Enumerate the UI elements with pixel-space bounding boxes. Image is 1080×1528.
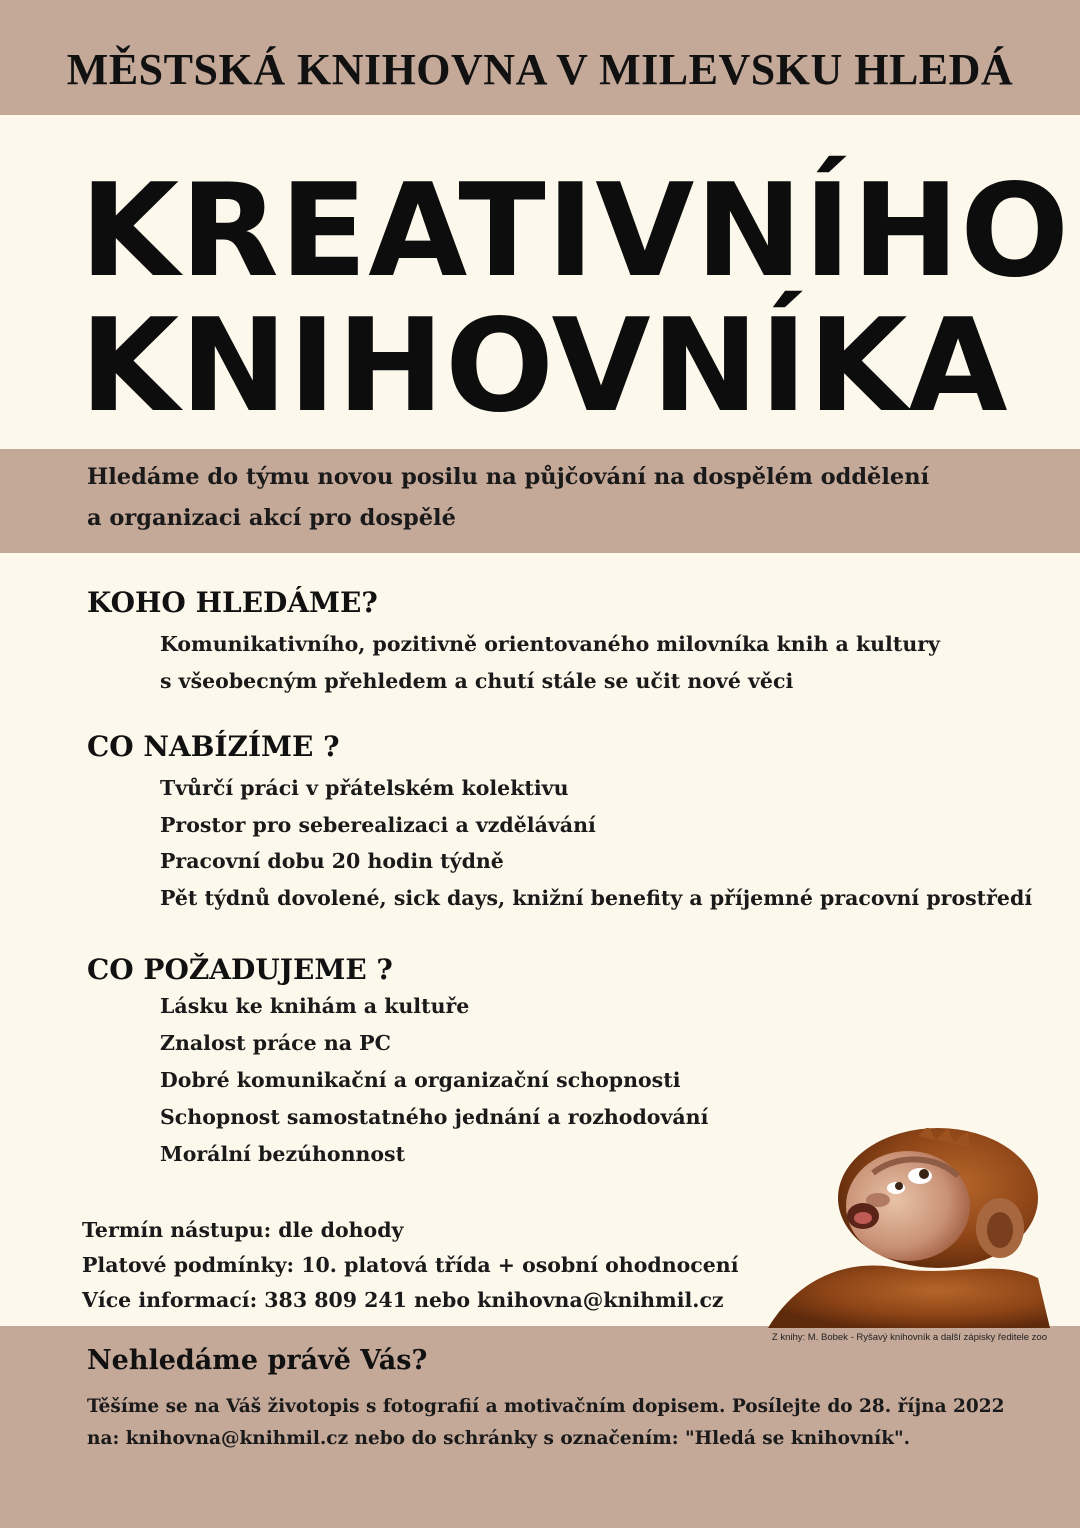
section-heading-nabizime: CO NABÍZÍME ? — [87, 730, 340, 763]
section-heading-koho: KOHO HLEDÁME? — [87, 586, 378, 619]
list-item: Lásku ke knihám a kultuře — [160, 994, 470, 1018]
list-item: Znalost práce na PC — [160, 1031, 391, 1055]
list-item: Prostor pro seberealizaci a vzdělávání — [160, 813, 596, 837]
list-item: Schopnost samostatného jednání a rozhodování — [160, 1105, 709, 1129]
footer-line-1: Těšíme se na Váš životopis s fotografií a motivačním dopisem. Posílejte do 28. října 2022 — [87, 1396, 1005, 1417]
list-item: Pracovní dobu 20 hodin týdně — [160, 849, 504, 873]
header-title: MĚSTSKÁ KNIHOVNA V MILEVSKU HLEDÁ — [66, 45, 1014, 94]
headline-line-2: KNIHOVNÍKA — [80, 292, 1009, 441]
intro-line-1: Hledáme do týmu novou posilu na půjčování na dospělém oddělení — [87, 464, 930, 490]
intro-line-2: a organizaci akcí pro dospělé — [87, 505, 456, 531]
footer-line-2: na: knihovna@knihmil.cz nebo do schránky s označením: "Hledá se knihovník". — [87, 1428, 911, 1449]
list-item: Morální bezúhonnost — [160, 1142, 406, 1166]
list-item: s všeobecným přehledem a chutí stále se učit nové věci — [160, 669, 794, 693]
headline-line-1: KREATIVNÍHO — [80, 157, 1070, 306]
list-item: Tvůrčí práci v přátelském kolektivu — [160, 776, 569, 800]
info-salary: Platové podmínky: 10. platová třída + osobní ohodnocení — [82, 1253, 739, 1277]
section-heading-pozadujeme: CO POŽADUJEME ? — [87, 953, 393, 986]
info-start-date: Termín nástupu: dle dohody — [82, 1218, 404, 1242]
list-item: Komunikativního, pozitivně orientovaného milovníka knih a kultury — [160, 632, 940, 656]
orangutan-image — [768, 1128, 1050, 1328]
info-contact: Více informací: 383 809 241 nebo knihovna@knihmil.cz — [82, 1288, 724, 1312]
footer-title: Nehledáme právě Vás? — [87, 1345, 428, 1376]
list-item: Pět týdnů dovolené, sick days, knižní benefity a příjemné pracovní prostředí — [160, 886, 1033, 910]
image-credit: Z knihy: M. Bobek - Ryšavý knihovník a další zápisky ředitele zoo — [771, 1332, 1047, 1343]
list-item: Dobré komunikační a organizační schopnosti — [160, 1068, 681, 1092]
